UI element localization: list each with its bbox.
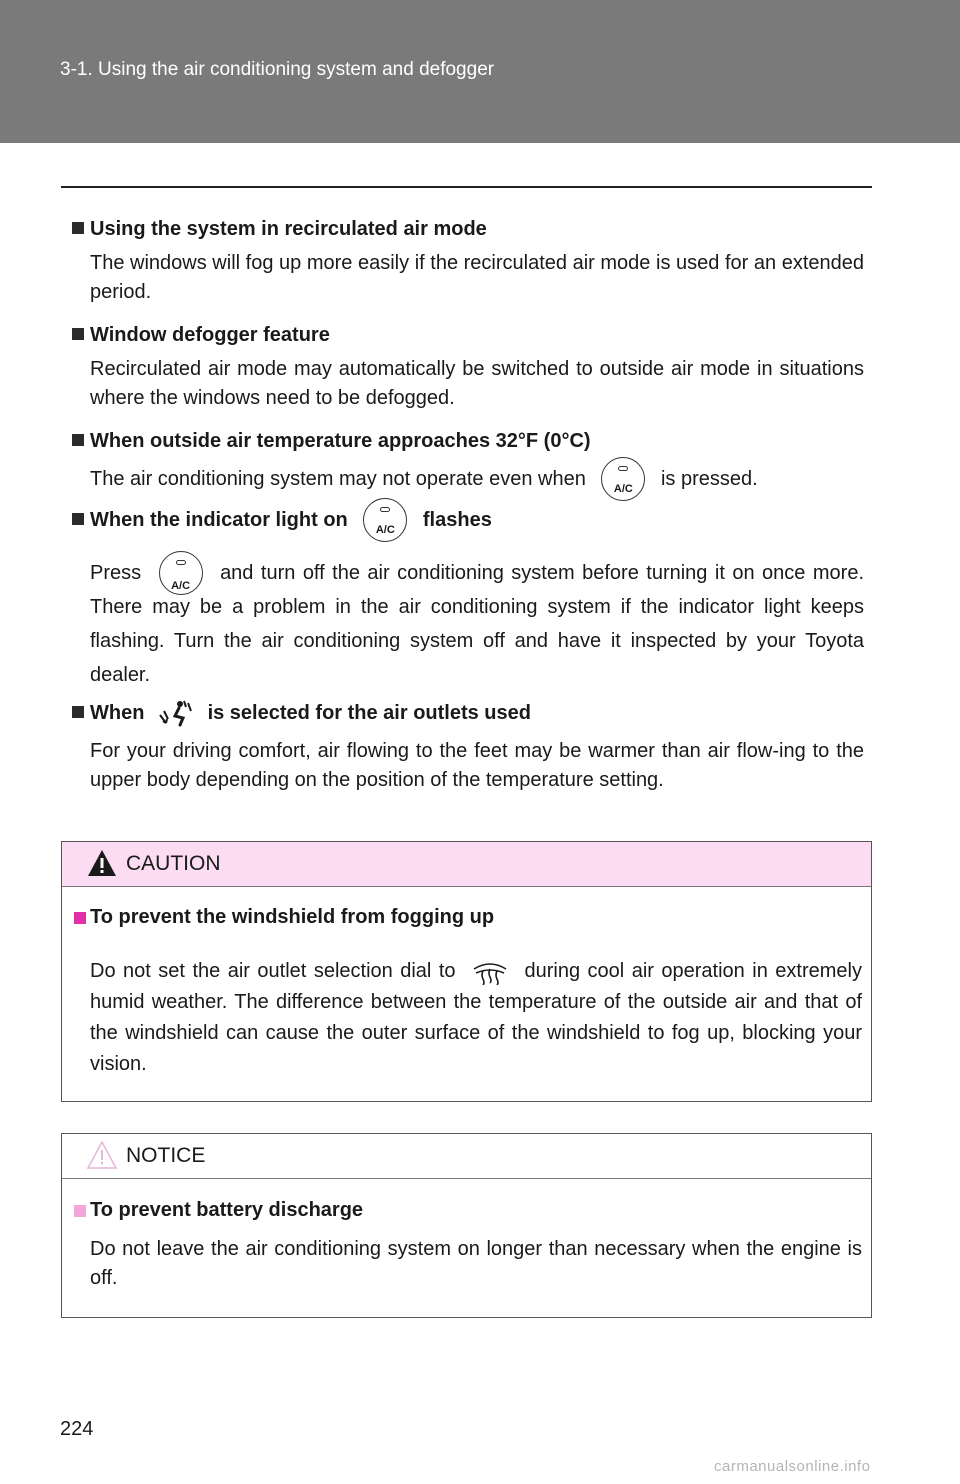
ac-button-icon: A/C xyxy=(363,498,407,542)
section-heading: When is selected for the air outlets used xyxy=(72,699,864,727)
caution-header xyxy=(62,842,871,887)
notice-header xyxy=(62,1134,871,1179)
caution-heading: To prevent the windshield from fogging up xyxy=(82,906,494,929)
warning-triangle-icon xyxy=(86,848,118,878)
bullet-square-icon xyxy=(72,222,84,234)
caution-box xyxy=(61,841,872,1102)
notice-body: Do not leave the air conditioning system on longer than necessary when the engine is off. xyxy=(90,1238,862,1289)
bullet-square-icon xyxy=(74,1205,86,1217)
header-title: 3-1. Using the air conditioning system and defogger xyxy=(60,59,495,80)
windshield-defroster-icon xyxy=(471,957,509,985)
watermark: carmanualsonline.info xyxy=(714,1458,871,1475)
bullet-square-icon xyxy=(72,328,84,340)
bullet-square-icon xyxy=(74,912,86,924)
page-number: 224 xyxy=(60,1418,94,1440)
section-body: Press A/C and turn off the air conditioning system before turning it on once more. There may be a problem in the air conditioning system if the indicator light keeps flashing. Turn the air conditioning system off and have it inspected by your Toyota dealer. xyxy=(72,556,864,692)
section-outside-temperature xyxy=(72,427,864,494)
section-body: For your driving comfort, air flowing to the feet may be warmer than air flow-ing to the upper body depending on the position of the temperature setting. xyxy=(90,740,864,791)
bullet-square-icon xyxy=(72,434,84,446)
warning-triangle-icon xyxy=(86,1140,118,1170)
notice-title: NOTICE xyxy=(126,1144,206,1167)
caution-body: Do not set the air outlet selection dial to during cool air operation in extremely humid weather. The difference between the temperature of the outside air and that of the windshield can cause the outer surface of the windshield to fog up, blocking your vision. xyxy=(90,956,862,1080)
section-body: Recirculated air mode may automatically be switched to outside air mode in situations where the windows need to be defogged. xyxy=(90,358,864,409)
ac-button-icon: A/C xyxy=(601,457,645,501)
notice-heading: To prevent battery discharge xyxy=(82,1199,363,1222)
caution-title: CAUTION xyxy=(126,852,221,875)
section-air-outlets xyxy=(72,699,864,795)
section-heading: When outside air temperature approaches 32°F (0°C) xyxy=(72,427,864,455)
notice-box xyxy=(61,1133,872,1318)
bullet-square-icon xyxy=(72,513,84,525)
feet-windshield-airflow-icon xyxy=(158,699,194,727)
section-heading: Window defogger feature xyxy=(72,321,864,349)
bullet-square-icon xyxy=(72,706,84,718)
section-heading: When the indicator light on A/C flashes xyxy=(72,506,864,534)
ac-button-icon: A/C xyxy=(159,551,203,595)
section-indicator-flashes xyxy=(72,506,864,692)
section-body: The air conditioning system may not operate even when A/C is pressed. xyxy=(72,465,864,494)
section-window-defogger xyxy=(72,321,864,413)
section-body: The windows will fog up more easily if the recirculated air mode is used for an extended period. xyxy=(90,252,864,303)
section-heading: Using the system in recirculated air mode xyxy=(72,215,864,243)
section-recirculated-air xyxy=(72,215,864,307)
section-divider xyxy=(61,186,872,188)
page-header xyxy=(0,0,960,143)
